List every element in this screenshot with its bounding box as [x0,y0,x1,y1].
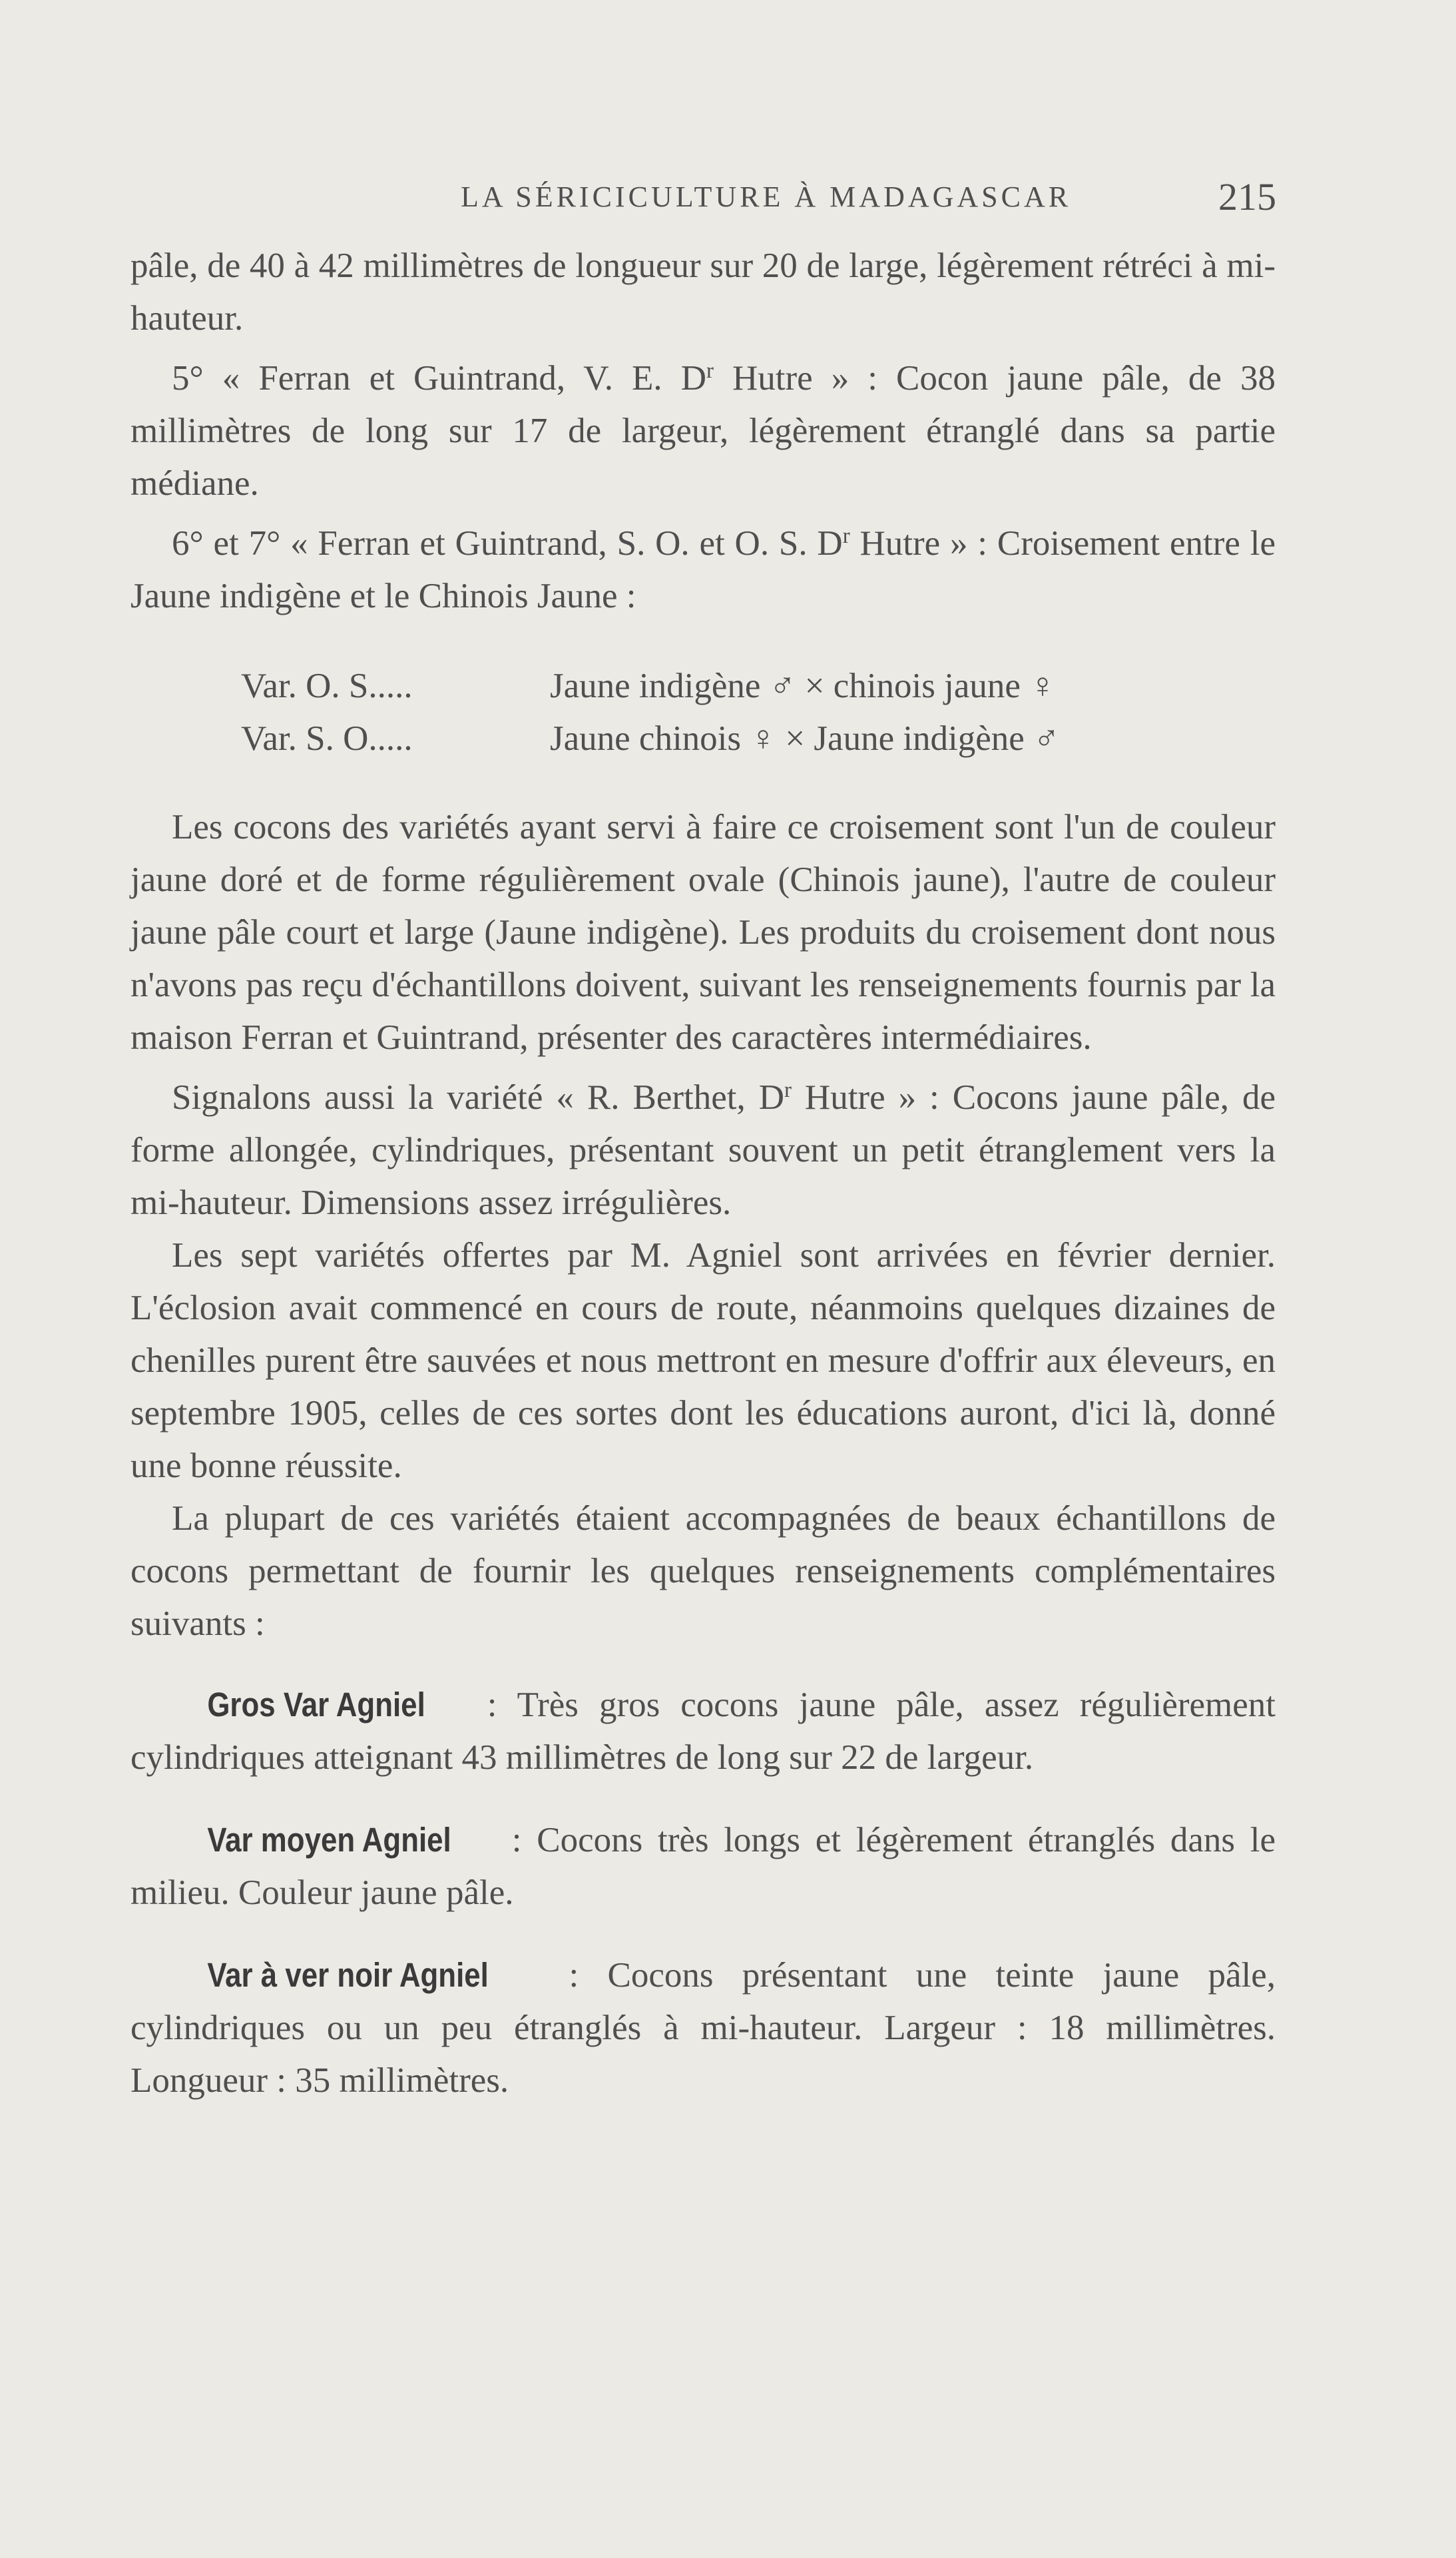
variety-name: Var moyen Agniel [207,1821,451,1859]
running-title: LA SÉRICICULTURE À MADAGASCAR [461,180,1072,213]
item-6-7-text-end: Hutre » : Croisement entre le Jaune indigène et le Chinois Jaune : [130,524,1276,616]
variety-separator: : [497,1821,537,1860]
paragraph-samples: La plupart de ces variétés étaient accompagnées de beaux échantillons de cocons permettant de fournir les quelques renseignements complémentaires suivants : [130,1499,1276,1644]
item-5-text-end: Hutre » : Cocon jaune pâle, de 38 millimètres de long sur 17 de largeur, légèrement étranglé dans sa partie médiane. [130,359,1276,503]
variety-entry [130,1813,1276,1919]
page-header [0,174,1456,228]
item-5-superscript: r [706,359,714,383]
variety-name: Gros Var Agniel [207,1686,425,1724]
body-text [130,240,1276,2107]
variety-name: Var à ver noir Agniel [207,1956,489,1995]
crossing-list [130,660,1276,765]
variety-description: Cocons très longs et légèrement étranglés dans le milieu. Couleur jaune pâle. [130,1821,1276,1913]
crossing-label: Var. S. O..... [241,719,413,759]
variety-description: Très gros cocons jaune pâle, assez régulièrement cylindriques atteignant 43 millimètres de long sur 22 de largeur. [130,1686,1276,1777]
paragraph-agniel-arrival: Les sept variétés offertes par M. Agniel sont arrivées en février dernier. L'éclosion avait commencé en cours de route, néanmoins quelques dizaines de chenilles purent être sauvées et nous mettront en mesure d'offrir aux éleveurs, en septembre 1905, celles de ces sortes dont les éducations auront, d'ici là, donné une bonne réussite. [130,1236,1276,1486]
berthet-text-start: Signalons aussi la variété « R. Berthet, D [172,1078,784,1118]
variety-description: Cocons présentant une teinte jaune pâle, cylindriques ou un peu étranglés à mi-hauteur. Largeur : 18 millimètres. Longueur : 35 millimètres. [130,1956,1276,2100]
paragraph-item-5 [130,345,1276,510]
variety-separator: : [466,1686,517,1725]
item-5-text-start: 5° « Ferran et Guintrand, V. E. D [172,359,706,398]
item-6-7-text-start: 6° et 7° « Ferran et Guintrand, S. O. et O. S. D [172,524,843,563]
berthet-superscript: r [784,1078,792,1103]
variety-separator: : [540,1956,608,1995]
berthet-text-end: Hutre » : Cocons jaune pâle, de forme allongée, cylindriques, présentant souvent un petit étranglement vers la mi-hauteur. Dimensions assez irrégulières. [130,1078,1276,1223]
paragraph-cocoon-colors: Les cocons des variétés ayant servi à faire ce croisement sont l'un de couleur jaune doré et de forme régulièrement ovale (Chinois jaune), l'autre de couleur jaune pâle court et large (Jaune indigène). Les produits du croisement dont nous n'avons pas reçu d'échantillons doivent, suivant les renseignements fournis par la maison Ferran et Guintrand, présenter des caractères intermédiaires. [130,808,1276,1058]
variety-entry [130,1949,1276,2107]
crossing-description: Jaune indigène ♂ × chinois jaune ♀ [550,667,1056,706]
paragraph-item-6-7 [130,510,1276,623]
page-number: 215 [1218,175,1276,218]
paragraph-berthet-variety [130,1064,1276,1229]
paragraph-continued: pâle, de 40 à 42 millimètres de longueur sur 20 de large, légèrement rétréci à mi-hauteur. [130,246,1276,338]
item-6-7-superscript: r [842,524,850,549]
crossing-description: Jaune chinois ♀ × Jaune indigène ♂ [550,719,1060,759]
crossing-row [130,660,1276,713]
crossing-label: Var. O. S..... [241,667,413,706]
crossing-row [130,713,1276,765]
variety-entry [130,1678,1276,1784]
